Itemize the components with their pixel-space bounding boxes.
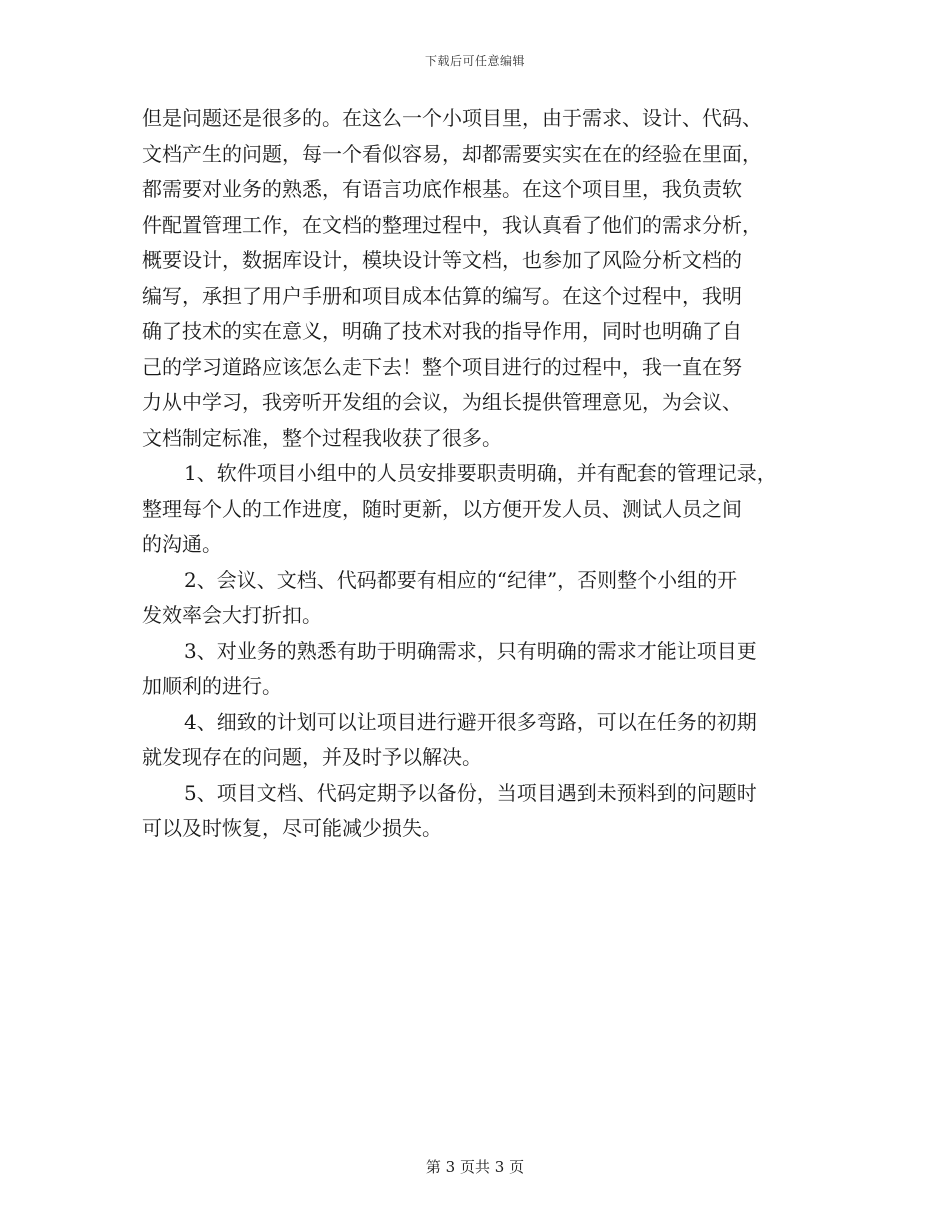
page-header: 下载后可任意编辑 [424,54,525,68]
body-line: 概要设计，数据库设计，模块设计等文档，也参加了风险分析文档的 [142,248,742,272]
body-line: 就发现存在的问题，并及时予以解决。 [142,745,482,769]
list-item-5-line: 5、项目文档、代码定期予以备份，当项目遇到未预料到的问题时 [184,780,757,805]
body-line: 都需要对业务的熟悉，有语言功底作根基。在这个项目里，我负责软 [142,177,742,201]
body-line: 确了技术的实在意义，明确了技术对我的指导作用，同时也明确了自 [142,319,742,343]
body-line: 可以及时恢复，尽可能减少损失。 [142,816,442,840]
body-line: 整理每个人的工作进度，随时更新，以方便开发人员、测试人员之间 [142,496,742,521]
body-line: 加顺利的进行。 [142,674,282,698]
list-item-1-line: 1、软件项目小组中的人员安排要职责明确，并有配套的管理记录， [184,461,777,485]
body-line: 件配置管理工作，在文档的整理过程中，我认真看了他们的需求分析， [142,212,762,237]
page-footer: 第 3 页共 3 页 [425,1158,525,1176]
body-line: 文档产生的问题，每一个看似容易，却都需要实实在在的经验在里面， [142,141,762,166]
body-line: 文档制定标准，整个过程我收获了很多。 [142,425,502,450]
list-item-3-line: 3、对业务的熟悉有助于明确需求，只有明确的需求才能让项目更 [184,638,757,663]
body-line: 力从中学习，我旁听开发组的会议，为组长提供管理意见，为会议、 [142,390,742,414]
body-line: 但是问题还是很多的。在这么一个小项目里，由于需求、设计、代码、 [142,106,762,130]
list-item-2-line: 2、会议、文档、代码都要有相应的“纪律”，否则整个小组的开 [184,567,738,592]
body-line: 己的学习道路应该怎么走下去！整个项目进行的过程中，我一直在努 [142,354,742,379]
body-line: 编写，承担了用户手册和项目成本估算的编写。在这个过程中，我明 [142,283,742,308]
list-item-4-line: 4、细致的计划可以让项目进行避开很多弯路，可以在任务的初期 [184,709,757,734]
body-line: 发效率会大打折扣。 [142,603,322,627]
document-body [142,101,818,847]
body-line: 的沟通。 [142,532,222,556]
